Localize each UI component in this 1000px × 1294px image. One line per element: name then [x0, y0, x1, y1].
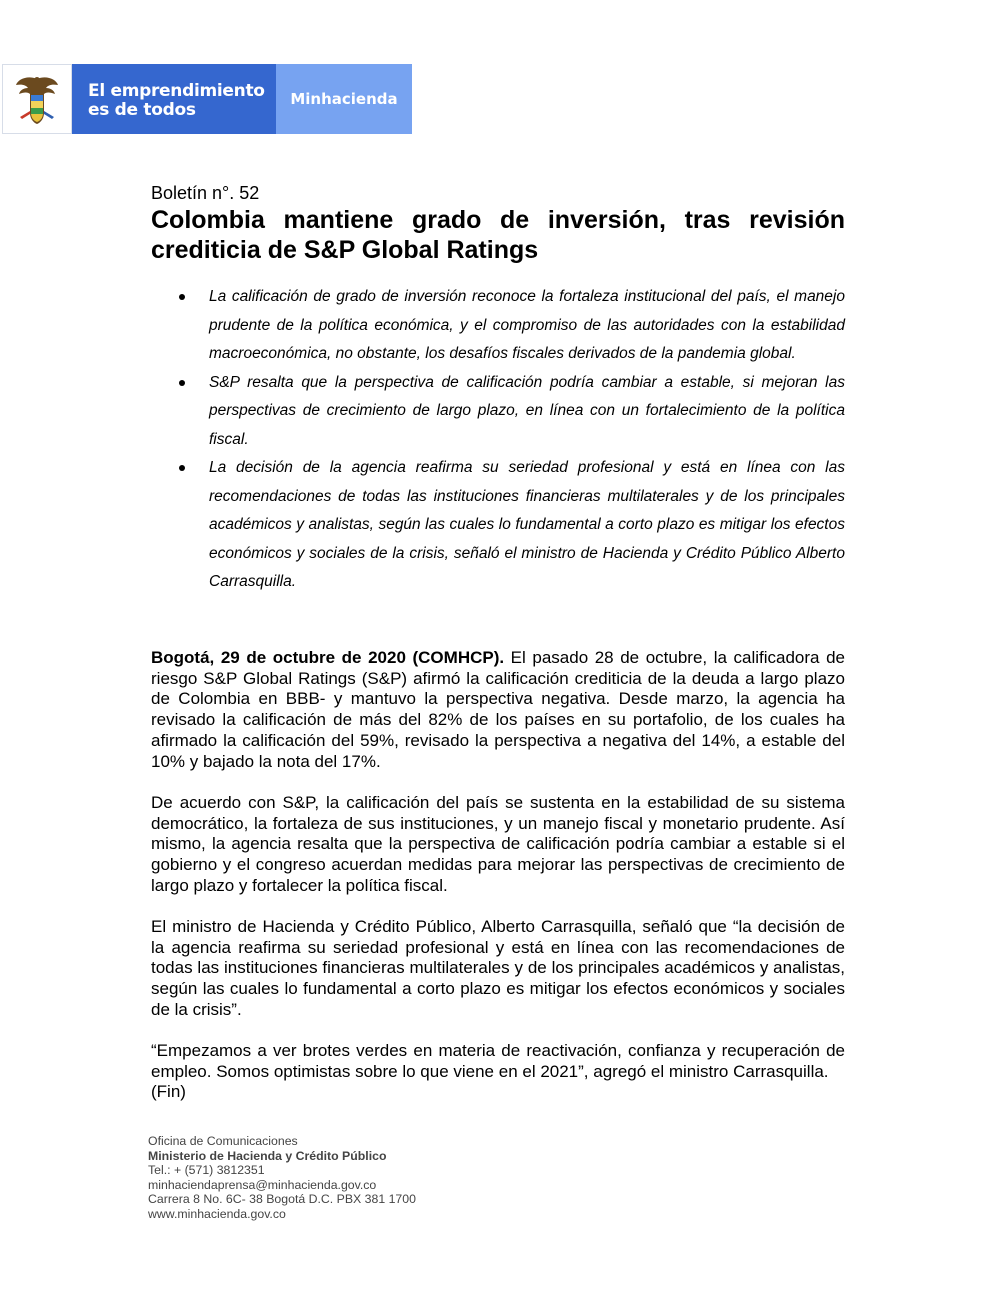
body-paragraph-1: [151, 648, 845, 772]
summary-bullet-text: La calificación de grado de inversión reconoce la fortaleza institucional del país, el manejo prudente de la política económica, y el compromiso de las autoridades con la estabilidad macroeconómica, no obstante, los desafíos fiscales derivados de la pandemia global.: [209, 288, 845, 362]
slogan-line-1: El emprendimiento: [88, 81, 265, 101]
summary-bullet-text: S&P resalta que la perspectiva de calificación podría cambiar a estable, si mejoran las perspectivas de crecimiento de largo plazo, en línea con un fortalecimiento de la política fiscal.: [209, 373, 845, 448]
footer-office: Oficina de Comunicaciones: [148, 1134, 298, 1148]
page-title: Colombia mantiene grado de inversión, tras revisión crediticia de S&P Global Ratings: [151, 206, 845, 264]
ministry-logo-text: Minhacienda: [276, 64, 412, 134]
summary-bullet-list: [151, 283, 845, 597]
header-banner: [2, 64, 412, 134]
bulletin-number: Boletín n°. 52: [151, 183, 260, 203]
end-marker: (Fin): [151, 1082, 186, 1102]
slogan-banner: [72, 64, 276, 134]
body-paragraph-3: El ministro de Hacienda y Crédito Público, Alberto Carrasquilla, señaló que “la decisión de la agencia reafirma su seriedad profesional y está en línea con las recomendaciones de todas las instituciones financieras multilaterales y de los principales académicos y analistas, según las cuales lo fundamental a corto plazo es mitigar los efectos económicos y sociales de la crisis”.: [151, 917, 845, 1019]
footer-ministry: Ministerio de Hacienda y Crédito Público: [148, 1148, 387, 1163]
summary-bullet-item: [151, 283, 845, 369]
slogan-line-2: es de todos: [88, 100, 196, 120]
coat-of-arms-logo: [2, 64, 72, 134]
summary-bullet-text: La decisión de la agencia reafirma su seriedad profesional y está en línea con las recomendaciones de todas las instituciones financieras multilaterales y de los principales académicos y analistas, según las cuales lo fundamental a corto plazo es mitigar los efectos económicos y sociales de la crisis, señaló el ministro de Hacienda y Crédito Público Alberto Carrasquilla.: [209, 459, 845, 590]
paragraph-1-text: El pasado 28 de octubre, la calificadora de riesgo S&P Global Ratings (S&P) afirmó la calificación crediticia de la deuda a largo plazo de Colombia en BBB- y mantuvo la perspectiva negativa. Desde marzo, la agencia ha revisado la calificación de más del 82% de los países en su portafolio, de los cuales ha afirmado la calificación del 59%, revisado la perspectiva a negativa del 14%, a estable del 10% y bajado la nota del 17%.: [151, 648, 845, 771]
footer-email[interactable]: minhaciendaprensa@minhacienda.gov.co: [148, 1177, 377, 1192]
summary-bullet-item: [151, 369, 845, 455]
bullet-icon: [179, 465, 185, 471]
body-paragraph-2: De acuerdo con S&P, la calificación del país se sustenta en la estabilidad de su sistema democrático, la fortaleza de sus instituciones, y un manejo fiscal y monetario prudente. Así mismo, la agencia resalta que la perspectiva de calificación podría cambiar a estable si el gobierno y el congreso acuerdan medidas para mejorar las perspectivas de crecimiento de largo plazo y fortalecer la política fiscal.: [151, 793, 845, 895]
footer-contact: [148, 1134, 416, 1222]
summary-bullet-item: [151, 454, 845, 597]
bullet-icon: [179, 294, 185, 300]
dateline: Bogotá, 29 de octubre de 2020 (COMHCP).: [151, 648, 505, 667]
closing-quote: “Empezamos a ver brotes verdes en materia de reactivación, confianza y recuperación de empleo. Somos optimistas sobre lo que viene en el 2021”, agregó el ministro Carrasquilla.: [151, 1041, 845, 1081]
footer-phone: Tel.: + (571) 3812351: [148, 1163, 265, 1178]
footer-address: Carrera 8 No. 6C- 38 Bogotá D.C. PBX 381 1700: [148, 1192, 416, 1207]
bullet-icon: [179, 380, 185, 386]
footer-website[interactable]: www.minhacienda.gov.co: [148, 1206, 286, 1221]
coat-of-arms-icon: [14, 73, 60, 125]
body-paragraph-4: [151, 1041, 845, 1103]
